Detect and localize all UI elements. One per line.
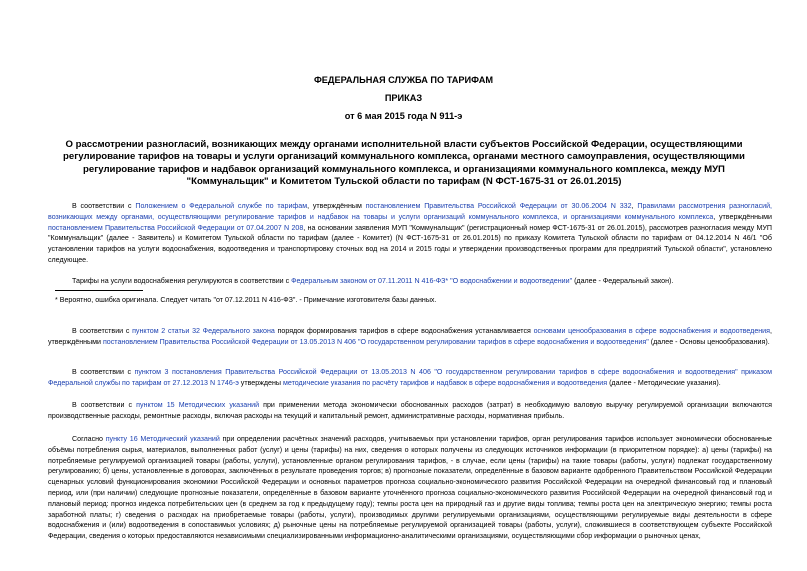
paragraph-text: , утверждёнными [713, 212, 772, 221]
paragraph-text: В соответствии с [72, 327, 133, 335]
paragraph-text: В соответствии с [72, 401, 137, 409]
paragraph-methodology [48, 367, 772, 389]
link-decree-406[interactable]: постановлением Правительства Российской Федерации от 13.05.2013 N 406 "О государственном регулировании тарифов в сфере водоснабжения и водоотведения" [102, 337, 649, 346]
paragraph-point-15 [48, 400, 772, 422]
paragraph-grounds [48, 201, 772, 266]
paragraph-text: Согласно [72, 435, 106, 443]
paragraph-text: В соответствии с [72, 202, 136, 210]
link-decree-208[interactable]: постановлением Правительства Российской Федерации от 07.04.2007 N 208 [48, 223, 304, 232]
footnote: * Вероятно, ошибка оригинала. Следует читать "от 07.12.2011 N 416-ФЗ". - Примечание изготовителя базы данных. [55, 296, 437, 304]
link-fst-regulation[interactable]: Положением о Федеральной службе по тарифам [135, 202, 308, 210]
paragraph-text: Тарифы на услуги водоснабжения регулируются в соответствии с [72, 277, 292, 285]
link-methodical-guidelines[interactable]: методические указания по расчёту тарифов и надбавок в сфере водоснабжения и водоотведения [282, 378, 608, 387]
paragraph-text: В соответствии с [72, 368, 135, 376]
paragraph-text: , на основании заявления МУП "Коммунальщик" (регистрационный номер ФСТ-1675-31 от 26.01.2015), рассмотрев разногласия между МУП "Коммунальщик" (далее - Заявитель) и Комитетом Тульской области по тарифам (далее - Комитет) (N ФСТ-1675-31 от 26.01.2015) по приказу Комитета Тульской области по тарифам от 04.12.2014 N 46/1 "Об установлении тарифов на услуги водоснабжения, водоотведения и транспортировку сточных вод на 2014 и 2015 годы и утверждении производственных программ для предприятий Тульской области", установлено следующее. [48, 223, 772, 264]
paragraph-text: порядок формирования тарифов в сфере водоснабжения устанавливается [274, 327, 534, 335]
document-date-number: от 6 мая 2015 года N 911-э [344, 111, 463, 121]
link-dispute-rules[interactable]: Правилами рассмотрения разногласий, возникающих между органами, осуществляющими регулирование тарифов и надбавок на товары и услуги организаций коммунального комплекса, и организациями коммунального комплекса [48, 202, 773, 221]
paragraph-text: , [631, 202, 638, 210]
paragraph-text: при определении расчётных значений расходов, учитываемых при установлении тарифов, орган регулирования тарифов использует экономически обоснованные объёмы потребления сырья, материалов, выполненных работ (услуг) и цены (тарифы) на них, сведения о которых получены из следующих источников информации (в приоритетном порядке): а) цены (тарифы) на потребляемые регулируемой организацией товары (работы, услуги), установленные органом регулирования тарифов, - в случае, если цены (тарифы) на такие товары (работы, услуги) подлежат государственному регулированию; б) цены, установленные в договорах, заключённых в результате проведения торгов; в) прогнозные показатели, определённые в базовом варианте одобренного Правительством Российской Федерации сценарных условий функционирования экономики Российской Федерации и основных параметров прогноза социально-экономического развития Российской Федерации на очередной финансовый год и плановый период, или (при наличии) следующие прогнозные показатели, определённые в базовом варианте уточнённого прогноза социально-экономического развития Российской Федерации на очередной финансовый год и плановый период: прогноз индекса потребительских цен (в среднем за год к предыдущему году); темпы роста цен на природный газ и другие виды топлива; темпы роста цен на электрическую энергию; темпы роста заработной платы; г) сведения о расходах на приобретаемые товары (работы, услуги), производимых другими регулируемыми организациями, осуществляющими регулируемые виды деятельности в сфере водоснабжения и (или) водоотведения в сопоставимых условиях; д) рыночные цены на потребляемые регулируемой организацией товары (работы, услуги), сложившиеся в соответствующем субъекте Российской Федерации, сведения о которых предоставляются независимыми специализированными информационно-аналитическими организациями, осуществляющими сбор информации о рыночных ценах, [48, 435, 773, 541]
paragraph-text: , утверждёнными [48, 327, 772, 346]
agency-title: ФЕДЕРАЛЬНАЯ СЛУЖБА ПО ТАРИФАМ [313, 75, 494, 85]
link-federal-law-416[interactable]: Федеральным законом от 07.11.2011 N 416-ФЗ* "О водоснабжении и водоотведении" [291, 277, 573, 285]
footnote-divider [55, 290, 143, 291]
paragraph-text: при применении метода экономически обоснованных расходов (затрат) в необходимую валовую выручку регулируемой организации включаются производственные расходы, ремонтные расходы, включая расходы на текущий и капитальный ремонт, административные расходы, нормативная прибыль. [48, 401, 773, 420]
link-point-16[interactable]: пункту 16 Методический указаний [105, 435, 220, 443]
paragraph-text: (далее - Федеральный закон). [572, 277, 674, 285]
paragraph-text: (далее - Основы ценообразования). [648, 337, 770, 346]
document-subject: О рассмотрении разногласий, возникающих между органами исполнительной власти субъектов Российской Федерации, осуществляющими регулирование тарифов на товары и услуги организаций коммунального комплекса, органами местного самоуправления, осуществляющими регулирование тарифов и надбавок организаций коммунального комплекса, и организациями коммунального комплекса, между МУП "Коммунальщик" и Комитетом Тульской области по тарифам (N ФСТ-1675-31 от 26.01.2015) [63, 139, 745, 188]
link-order-1746[interactable]: приказом Федеральной службы по тарифам от 27.12.2013 N 1746-э [48, 368, 772, 387]
paragraph-point-16 [48, 434, 772, 542]
link-point-15[interactable]: пунктом 15 Методических указаний [136, 401, 260, 409]
link-article-32[interactable]: пунктом 2 статьи 32 Федерального закона [132, 327, 275, 335]
link-decree-406-point-3[interactable]: пунктом 3 постановления Правительства Российской Федерации от 13.05.2013 N 406 "О государственном регулировании тарифов в сфере водоснабжения и водоотведения" [134, 368, 738, 376]
link-decree-332[interactable]: постановлением Правительства Российской Федерации от 30.06.2004 N 332 [365, 202, 632, 210]
paragraph-text: утверждены [238, 378, 283, 387]
document-type: ПРИКАЗ [384, 93, 423, 103]
paragraph-text: , утверждённым [307, 202, 366, 210]
paragraph-pricing-basics [48, 326, 772, 348]
link-pricing-basics[interactable]: основами ценообразования в сфере водоснабжения и водоотведения [533, 327, 770, 335]
paragraph-text: (далее - Методические указания). [607, 378, 721, 387]
paragraph-law [48, 276, 772, 287]
